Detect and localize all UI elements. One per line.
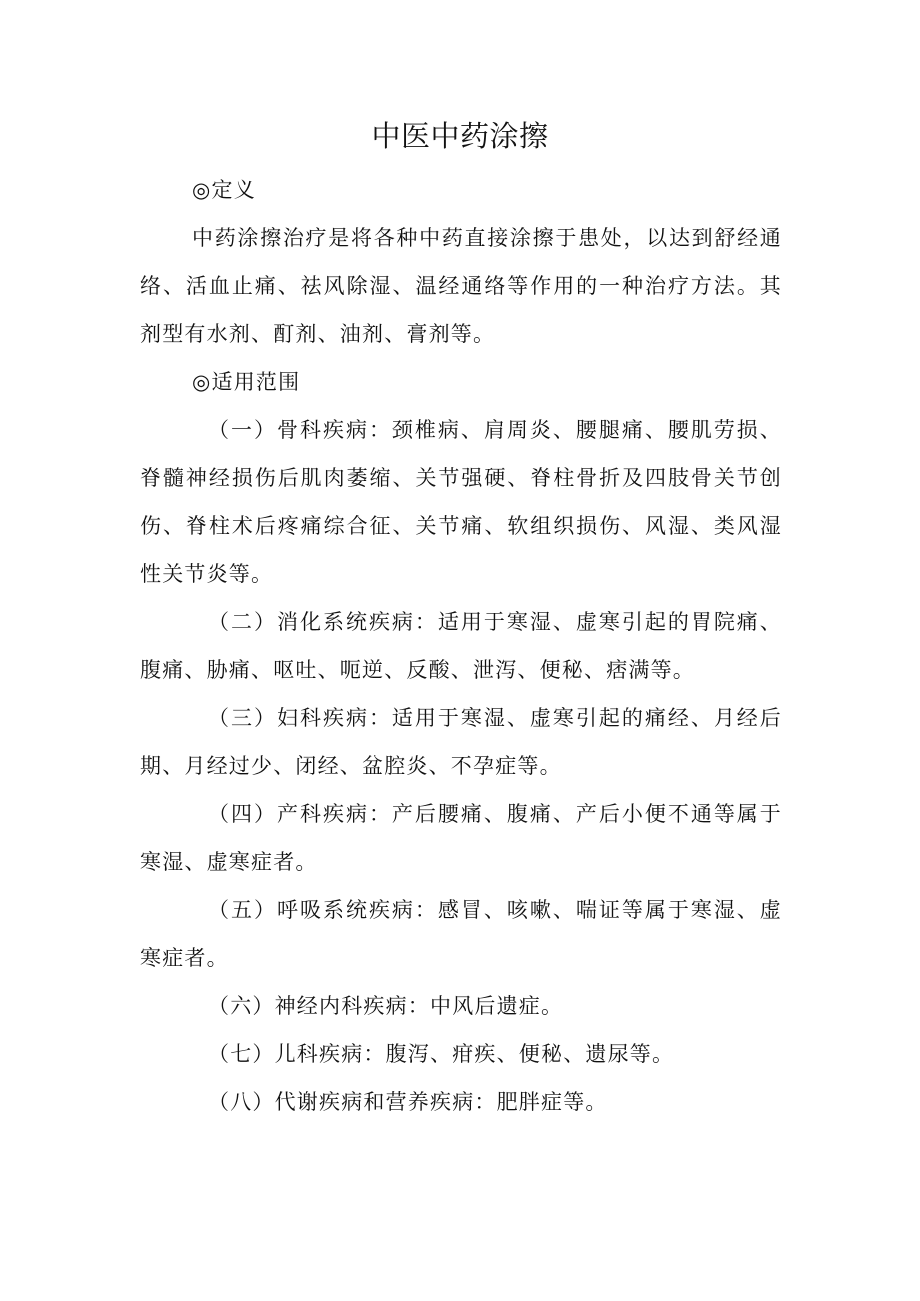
document-title: 中医中药涂擦 [371, 119, 549, 153]
scope-item-gynecology: （三）妇科疾病：适用于寒湿、虚寒引起的痛经、月经后期、月经过少、闭经、盆腔炎、不孕症等。 [140, 706, 782, 778]
definition-heading: ◎定义 [192, 178, 256, 202]
scope-item-orthopedics: （一）骨科疾病：颈椎病、肩周炎、腰腿痛、腰肌劳损、脊髓神经损伤后肌肉萎缩、关节强硬、脊柱骨折及四肢骨关节创伤、脊柱术后疼痛综合征、关节痛、软组织损伤、风湿、类风湿性关节炎等。 [140, 418, 782, 586]
scope-item-obstetrics: （四）产科疾病：产后腰痛、腹痛、产后小便不通等属于寒湿、虚寒症者。 [140, 802, 782, 874]
scope-item-neurology: （六）神经内科疾病：中风后遗症。 [208, 994, 564, 1018]
definition-paragraph: 中药涂擦治疗是将各种中药直接涂擦于患处，以达到舒经通络、活血止痛、祛风除湿、温经通络等作用的一种治疗方法。其剂型有水剂、酊剂、油剂、膏剂等。 [140, 226, 782, 346]
scope-item-metabolic: （八）代谢疾病和营养疾病：肥胖症等。 [208, 1090, 608, 1114]
scope-heading: ◎适用范围 [192, 370, 301, 394]
document-body [140, 166, 782, 1126]
scope-item-pediatrics: （七）儿科疾病：腹泻、疳疾、便秘、遗尿等。 [208, 1042, 675, 1066]
scope-item-respiratory: （五）呼吸系统疾病：感冒、咳嗽、喘证等属于寒湿、虚寒症者。 [140, 898, 782, 970]
scope-item-digestive: （二）消化系统疾病：适用于寒湿、虚寒引起的胃院痛、腹痛、胁痛、呕吐、呃逆、反酸、泄泻、便秘、痞满等。 [140, 610, 782, 682]
